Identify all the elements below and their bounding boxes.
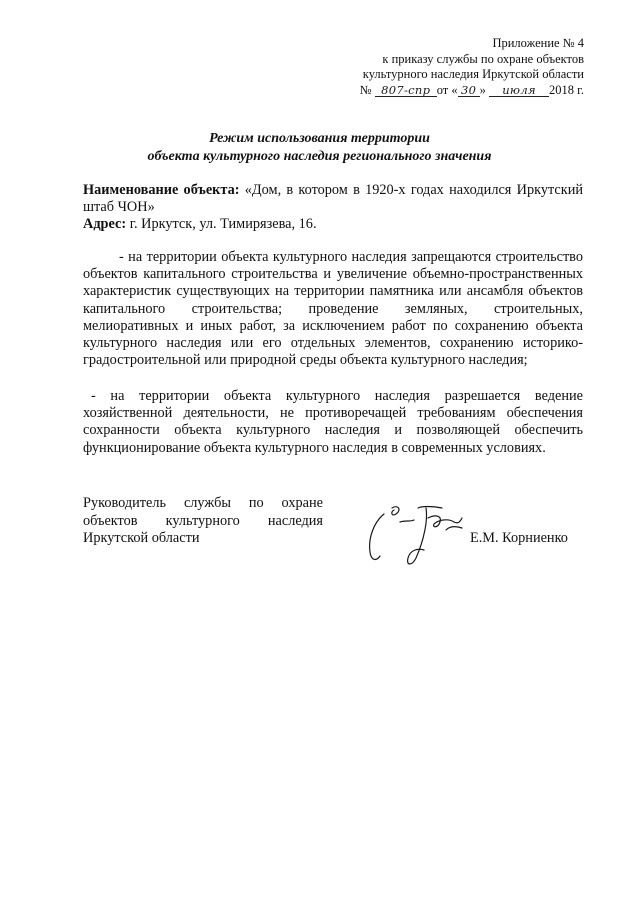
order-day: 30: [461, 82, 477, 97]
document-title: [0, 130, 639, 166]
from-word: от «: [436, 82, 458, 97]
appendix-number: Приложение № 4: [492, 36, 584, 50]
order-number: 807-спр: [381, 82, 431, 97]
object-name: [83, 182, 583, 216]
signer-position-line-1: Руководитель службы по охране: [83, 495, 323, 511]
restriction-paragraph: - на территории объекта культурного наследия запрещаются строительство объектов капитального строительства и увеличение объемно-пространственных характеристик существующих на территории памятника или ансамбля объектов капитального строительства; проведение земляных, строительных, мелиоративных и иных работ, за исключением работ по сохранению объекта культурного наследия или его отдельных элементов, сохранению историко-градостроительной или природной среды объекта культурного наследия;: [83, 249, 583, 369]
signer-name: Е.М. Корниенко: [470, 530, 568, 546]
appendix-header: [360, 36, 584, 98]
object-name-value: «Дом, в котором в 1920-х годах находился Иркутский штаб ЧОН»: [83, 182, 584, 215]
address-label: Адрес:: [83, 216, 127, 232]
object-name-label: Наименование объекта:: [83, 182, 240, 198]
day-field: [458, 84, 480, 97]
title-line-2: объекта культурного наследия регионального значения: [147, 149, 492, 164]
quote-close: »: [479, 82, 486, 97]
appendix-org: культурного наследия Иркутской области: [362, 67, 584, 81]
order-month: июля: [502, 82, 536, 97]
signer-position-line-3: Иркутской области: [83, 530, 200, 546]
number-sign: №: [359, 82, 372, 97]
appendix-order-ref: к приказу службы по охране объектов: [382, 51, 584, 66]
order-year: 2018 г.: [549, 82, 584, 97]
title-line-1: Режим использования территории: [209, 131, 430, 146]
object-address: [83, 216, 583, 233]
signer-position-line-2: объектов культурного наследия: [83, 512, 323, 529]
month-field: [489, 84, 549, 97]
order-number-date: [360, 83, 584, 99]
address-value: г. Иркутск, ул. Тимирязева, 16.: [129, 216, 317, 232]
signer-position: [83, 495, 323, 548]
order-number-field: [375, 84, 437, 97]
permission-paragraph: - на территории объекта культурного наследия разрешается ведение хозяйственной деятельности, не противоречащей требованиям обеспечения сохранности объекта культурного наследия и позволяющей обеспечить функционирование объекта культурного наследия в современных условиях.: [83, 388, 583, 456]
handwritten-signature-icon: [362, 500, 472, 570]
